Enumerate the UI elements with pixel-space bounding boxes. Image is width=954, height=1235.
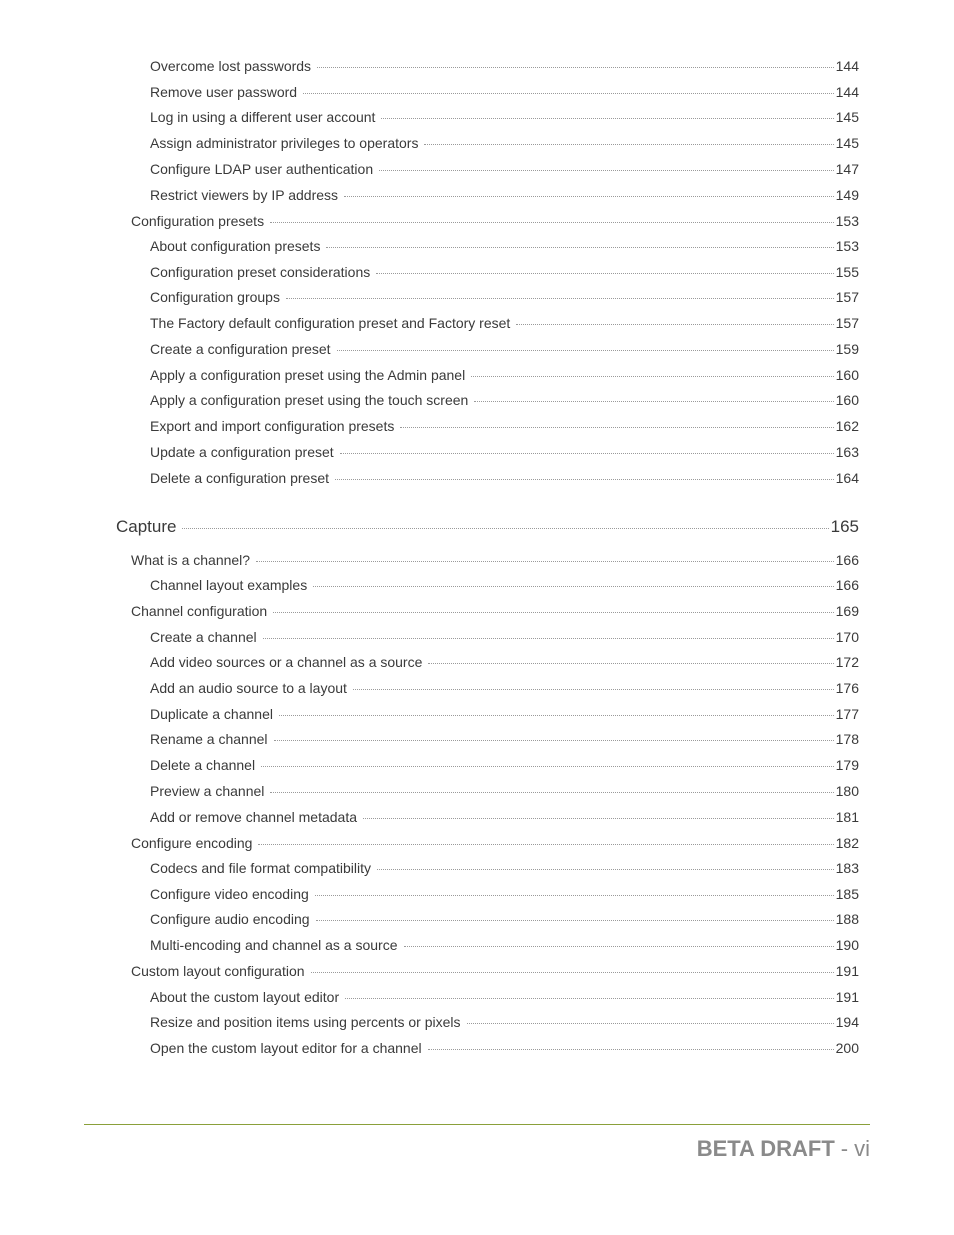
toc-entry[interactable]: [150, 937, 859, 957]
toc-entry-page: 180: [835, 783, 859, 799]
toc-leader-dots: [261, 766, 834, 767]
toc-leader-dots: [335, 479, 834, 480]
toc-leader-dots: [400, 427, 833, 428]
toc-entry-title: Overcome lost passwords: [150, 58, 312, 74]
toc-leader-dots: [182, 528, 828, 529]
toc-leader-dots: [303, 93, 834, 94]
toc-entry-title: Rename a channel: [150, 731, 268, 747]
toc-entry-title: Multi-encoding and channel as a source: [150, 937, 398, 953]
toc-leader-dots: [274, 740, 834, 741]
toc-entry-page: 160: [835, 392, 859, 408]
toc-leader-dots: [404, 946, 834, 947]
toc-leader-dots: [286, 298, 834, 299]
toc-entry-page: 160: [835, 367, 859, 383]
toc-entry[interactable]: [150, 418, 859, 438]
footer-label: BETA DRAFT: [696, 1136, 835, 1161]
toc-entry[interactable]: [131, 603, 859, 623]
toc-entry[interactable]: [131, 552, 859, 572]
toc-entry-title: Configuration presets: [131, 213, 265, 229]
toc-entry-title: Configure encoding: [131, 835, 253, 851]
footer-separator: -: [840, 1136, 849, 1161]
toc-entry[interactable]: [150, 706, 859, 726]
toc-entry-title: Restrict viewers by IP address: [150, 187, 339, 203]
toc-leader-dots: [345, 998, 834, 999]
toc-entry-title: Update a configuration preset: [150, 444, 334, 460]
toc-entry-page: 144: [835, 84, 859, 100]
toc-leader-dots: [376, 273, 833, 274]
toc-entry[interactable]: [150, 84, 859, 104]
toc-entry-page: 170: [835, 629, 859, 645]
toc-leader-dots: [379, 170, 834, 171]
toc-entry-page: 172: [835, 654, 859, 670]
toc-entry-title: Configure video encoding: [150, 886, 309, 902]
toc-entry-page: 145: [835, 135, 859, 151]
toc-entry-title: Create a channel: [150, 629, 257, 645]
toc-entry-title: Configure audio encoding: [150, 911, 310, 927]
toc-entry-title: About configuration presets: [150, 238, 321, 254]
toc-entry[interactable]: [150, 315, 859, 335]
toc-entry[interactable]: [150, 289, 859, 309]
toc-entry[interactable]: [150, 654, 859, 674]
toc-leader-dots: [316, 920, 834, 921]
toc-entry-page: 157: [835, 315, 859, 331]
toc-entry[interactable]: [150, 341, 859, 361]
toc-entry-page: 182: [835, 835, 859, 851]
toc-entry[interactable]: [150, 444, 859, 464]
toc-entry-page: 176: [835, 680, 859, 696]
toc-entry-title: Apply a configuration preset using the Admin panel: [150, 367, 466, 383]
toc-entry-page: 183: [835, 860, 859, 876]
toc-entry-title: Create a configuration preset: [150, 341, 331, 357]
toc-entry-page: 181: [835, 809, 859, 825]
toc-entry[interactable]: [150, 187, 859, 207]
toc-entry-page: 162: [835, 418, 859, 434]
toc-entry-page: 166: [835, 552, 859, 568]
toc-entry-title: Configure LDAP user authentication: [150, 161, 374, 177]
toc-entry-title: Resize and position items using percents or pixels: [150, 1014, 461, 1030]
toc-entry[interactable]: [150, 109, 859, 129]
toc-leader-dots: [270, 222, 834, 223]
toc-entry-title: Capture: [116, 517, 177, 536]
toc-entry[interactable]: [150, 161, 859, 181]
toc-entry-title: Remove user password: [150, 84, 298, 100]
footer: [697, 1136, 870, 1162]
toc-entry-page: 185: [835, 886, 859, 902]
toc-entry-page: 145: [835, 109, 859, 125]
toc-leader-dots: [377, 869, 834, 870]
toc-entry[interactable]: [116, 517, 859, 541]
toc-entry-title: Add or remove channel metadata: [150, 809, 358, 825]
toc-leader-dots: [317, 67, 834, 68]
toc-leader-dots: [326, 247, 833, 248]
toc-entry-title: Channel layout examples: [150, 577, 308, 593]
toc-entry-page: 177: [835, 706, 859, 722]
toc-leader-dots: [344, 196, 834, 197]
toc-entry-page: 188: [835, 911, 859, 927]
toc-entry[interactable]: [150, 1014, 859, 1034]
toc-entry-title: Channel configuration: [131, 603, 268, 619]
toc-entry-title: Apply a configuration preset using the touch screen: [150, 392, 469, 408]
toc-leader-dots: [279, 715, 834, 716]
toc-leader-dots: [256, 561, 834, 562]
toc-entry[interactable]: [150, 757, 859, 777]
toc-entry-page: 149: [835, 187, 859, 203]
toc-entry-page: 153: [835, 213, 859, 229]
toc-entry-page: 178: [835, 731, 859, 747]
toc-entry[interactable]: [131, 835, 859, 855]
toc-leader-dots: [474, 401, 833, 402]
toc-leader-dots: [471, 376, 833, 377]
toc-entry[interactable]: [150, 392, 859, 412]
toc-entry-title: Delete a channel: [150, 757, 256, 773]
toc-leader-dots: [353, 689, 834, 690]
toc-entry-page: 157: [835, 289, 859, 305]
toc-entry[interactable]: [150, 731, 859, 751]
toc-entry[interactable]: [150, 860, 859, 880]
toc-entry-page: 191: [835, 989, 859, 1005]
toc-entry[interactable]: [150, 783, 859, 803]
toc-entry-page: 164: [835, 470, 859, 486]
toc-entry-page: 144: [835, 58, 859, 74]
footer-page-number: vi: [854, 1136, 870, 1161]
toc-entry-title: Duplicate a channel: [150, 706, 273, 722]
footer-rule: [84, 1124, 870, 1125]
toc-entry-page: 194: [835, 1014, 859, 1030]
toc-leader-dots: [516, 324, 833, 325]
toc-entry-page: 200: [835, 1040, 859, 1056]
toc-entry-title: Configuration groups: [150, 289, 280, 305]
toc-entry-title: Preview a channel: [150, 783, 265, 799]
toc-entry-page: 153: [835, 238, 859, 254]
toc-entry-page: 155: [835, 264, 859, 280]
toc-entry[interactable]: [150, 809, 859, 829]
toc-entry-title: The Factory default configuration preset and Factory reset: [150, 315, 511, 331]
toc-entry[interactable]: [150, 135, 859, 155]
toc-leader-dots: [340, 453, 834, 454]
toc-entry-page: 179: [835, 757, 859, 773]
toc-entry-page: 169: [835, 603, 859, 619]
toc-entry-title: Codecs and file format compatibility: [150, 860, 371, 876]
toc-entry-page: 165: [830, 517, 859, 536]
toc-leader-dots: [263, 638, 834, 639]
toc-entry-page: 190: [835, 937, 859, 953]
toc-entry-page: 147: [835, 161, 859, 177]
toc-entry[interactable]: [150, 886, 859, 906]
toc-leader-dots: [467, 1023, 834, 1024]
toc-leader-dots: [428, 663, 833, 664]
toc-entry[interactable]: [150, 238, 859, 258]
toc-entry-title: Export and import configuration presets: [150, 418, 395, 434]
toc-leader-dots: [311, 972, 834, 973]
toc-leader-dots: [273, 612, 833, 613]
toc-entry[interactable]: [131, 963, 859, 983]
toc-entry-title: About the custom layout editor: [150, 989, 340, 1005]
toc-leader-dots: [428, 1049, 834, 1050]
toc-entry-page: 163: [835, 444, 859, 460]
toc-leader-dots: [258, 844, 833, 845]
toc-entry[interactable]: [131, 213, 859, 233]
toc-entry-title: Open the custom layout editor for a channel: [150, 1040, 422, 1056]
toc-entry[interactable]: [150, 367, 859, 387]
toc-entry[interactable]: [150, 680, 859, 700]
toc-entry-page: 159: [835, 341, 859, 357]
toc-leader-dots: [270, 792, 833, 793]
toc-entry-title: Add video sources or a channel as a source: [150, 654, 423, 670]
toc-entry[interactable]: [150, 911, 859, 931]
toc-leader-dots: [363, 818, 834, 819]
toc-entry[interactable]: [150, 989, 859, 1009]
toc-entry-title: Add an audio source to a layout: [150, 680, 347, 696]
toc-leader-dots: [315, 895, 834, 896]
toc-entry[interactable]: [150, 577, 859, 597]
toc-entry-title: Delete a configuration preset: [150, 470, 329, 486]
toc-entry-title: Log in using a different user account: [150, 109, 376, 125]
toc-leader-dots: [381, 118, 833, 119]
toc-entry-page: 191: [835, 963, 859, 979]
toc-entry-title: Assign administrator privileges to operators: [150, 135, 419, 151]
toc-leader-dots: [313, 586, 833, 587]
toc-entry[interactable]: [150, 629, 859, 649]
toc-entry-title: What is a channel?: [131, 552, 251, 568]
toc-entry[interactable]: [150, 1040, 859, 1060]
toc-entry[interactable]: [150, 264, 859, 284]
toc-entry-page: 166: [835, 577, 859, 593]
toc-entry[interactable]: [150, 58, 859, 78]
toc-entry-title: Custom layout configuration: [131, 963, 305, 979]
toc-leader-dots: [424, 144, 833, 145]
toc-leader-dots: [337, 350, 834, 351]
toc-entry-title: Configuration preset considerations: [150, 264, 371, 280]
toc-entry[interactable]: [150, 470, 859, 490]
